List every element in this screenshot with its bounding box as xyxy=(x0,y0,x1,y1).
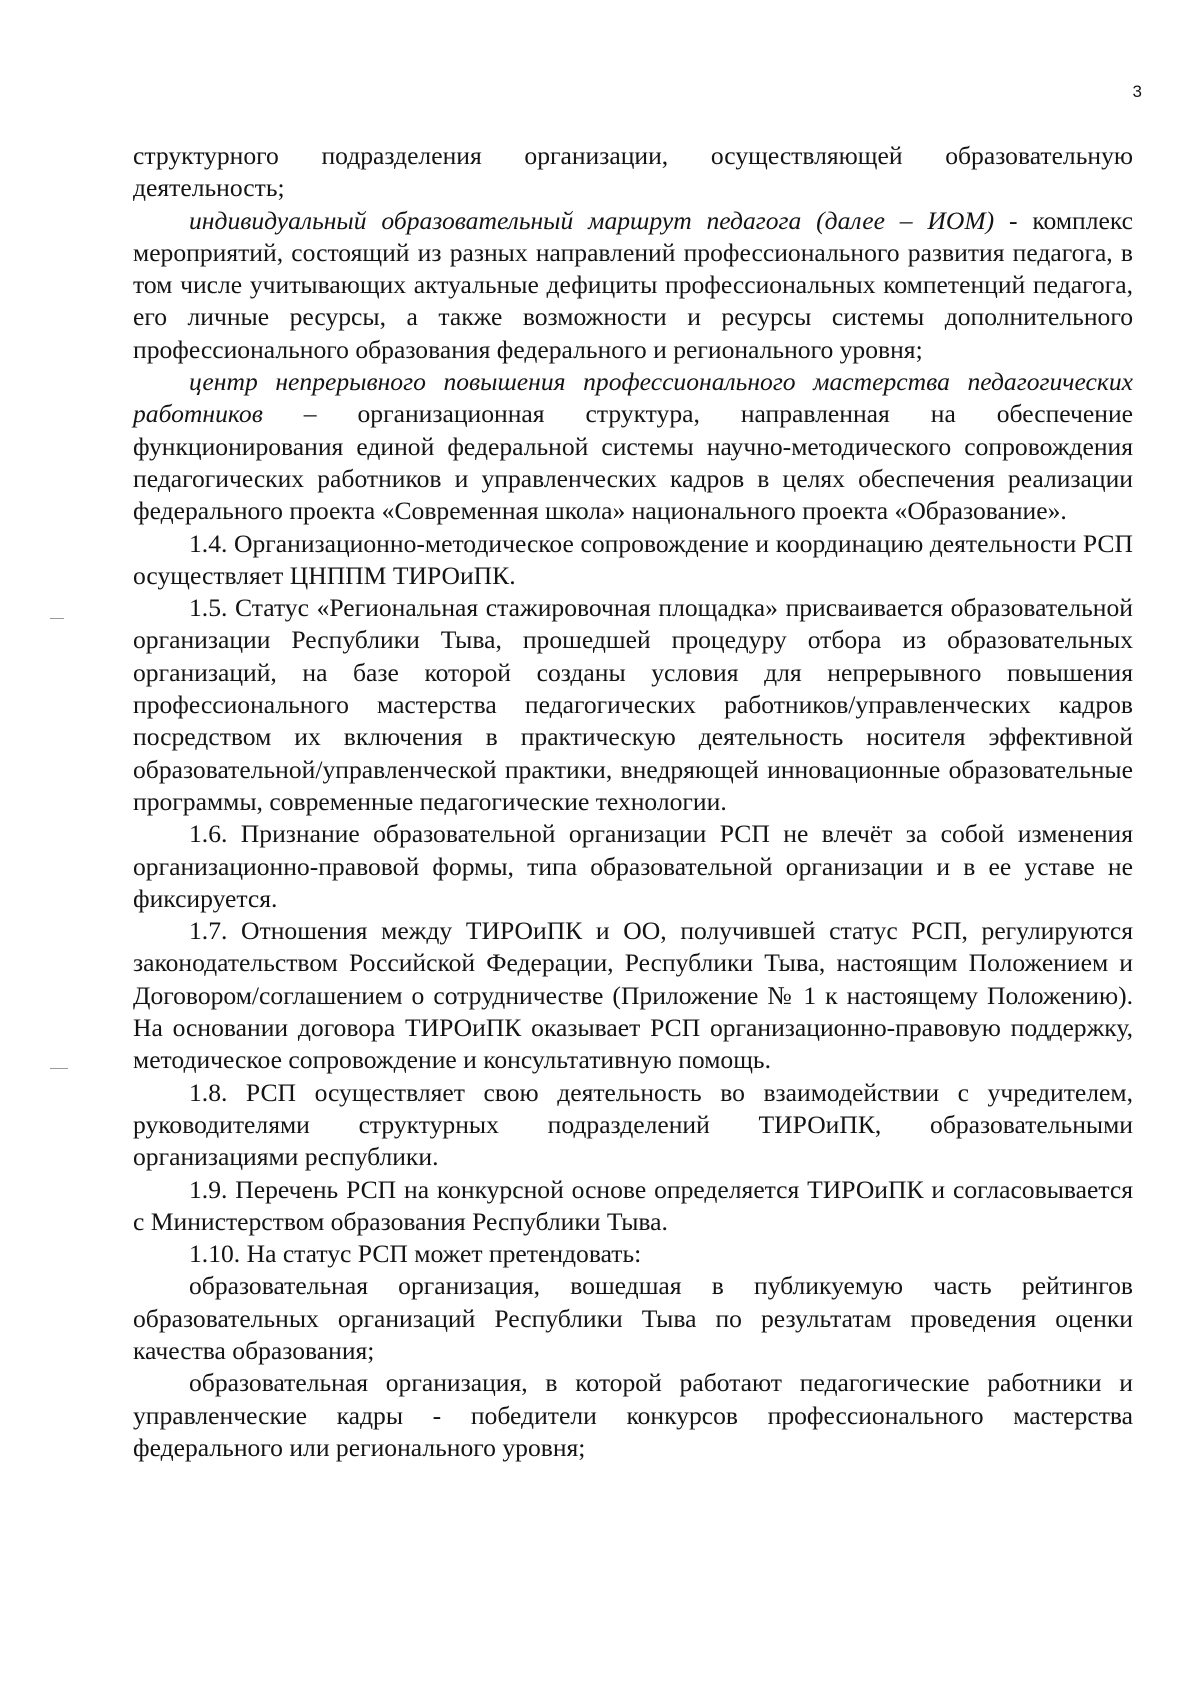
clause-1-5 xyxy=(133,592,1133,818)
clause-1-6 xyxy=(133,818,1133,915)
scan-artifact-mark xyxy=(50,1068,68,1069)
definition-text: – организационная структура, направленная на обеспечение функционирования единой федеральной системы научно-методического сопровождения педагогических работников и управленческих кадров в целях обеспечения реализации федерального проекта «Современная школа» национального проекта «Образование». xyxy=(133,399,1133,526)
list-item xyxy=(133,1367,1133,1464)
paragraph-text: 1.8. РСП осуществляет свою деятельность во взаимодействии с учредителем, руководителями структурных подразделений ТИРОиПК, образовательными организациями республики. xyxy=(133,1077,1133,1172)
document-body xyxy=(133,140,1133,1464)
definition-cnppm xyxy=(133,366,1133,527)
paragraph-text: 1.7. Отношения между ТИРОиПК и ОО, получившей статус РСП, регулируются законодательством Российской Федерации, Республики Тыва, настоящим Положением и Договором/соглашением о сотрудничестве (Приложение № 1 к настоящему Положению). На основании договора ТИРОиПК оказывает РСП организационно-правовую поддержку, методическое сопровождение и консультативную помощь. xyxy=(133,916,1133,1075)
definition-iom xyxy=(133,205,1133,366)
paragraph-text: образовательная организация, в которой работают педагогические работники и управленческие кадры - победители конкурсов профессионального мастерства федерального или регионального уровня; xyxy=(133,1368,1133,1462)
clause-1-9 xyxy=(133,1174,1133,1239)
clause-1-8 xyxy=(133,1077,1133,1174)
paragraph-continuation xyxy=(133,140,1133,205)
paragraph-text: 1.5. Статус «Региональная стажировочная площадка» присваивается образовательной организации Республики Тыва, прошедшей процедуру отбора из образовательных организаций, на базе которой созданы условия для непрерывного повышения профессионального мастерства педагогических работников/управленческих кадров посредством их включения в практическую деятельность носителя эффективной образовательной/управленческой практики, внедряющей инновационные образовательные программы, современные педагогические технологии. xyxy=(133,593,1133,816)
paragraph-text: образовательная организация, вошедшая в публикуемую часть рейтингов образовательных организаций Республики Тыва по результатам проведения оценки качества образования; xyxy=(133,1271,1133,1365)
paragraph-text: 1.4. Организационно-методическое сопровождение и координацию деятельности РСП осуществляет ЦНППМ ТИРОиПК. xyxy=(133,528,1133,590)
paragraph-text: 1.6. Признание образовательной организации РСП не влечёт за собой изменения организационно-правовой формы, типа образовательной организации и в ее уставе не фиксируется. xyxy=(133,819,1133,913)
paragraph-text: структурного подразделения организации, осуществляющей образовательную деятельность; xyxy=(133,141,1133,203)
clause-1-4 xyxy=(133,528,1133,593)
defined-term: индивидуальный образовательный маршрут педагога (далее – ИОМ) xyxy=(189,205,995,235)
clause-1-10 xyxy=(133,1238,1133,1270)
definition-text: - комплекс мероприятий, состоящий из разных направлений профессионального развития педагога, в том числе учитывающих актуальные дефициты профессиональных компетенций педагога, его личные ресурсы, а также возможности и ресурсы системы дополнительного профессионального образования федерального и регионального уровня; xyxy=(133,205,1133,364)
defined-term: центр непрерывного повышения профессионального мастерства педагогических работников xyxy=(133,367,1133,429)
list-item xyxy=(133,1270,1133,1367)
clause-1-7 xyxy=(133,915,1133,1076)
scan-artifact-mark xyxy=(50,618,64,619)
paragraph-text: 1.10. На статус РСП может претендовать: xyxy=(189,1239,642,1269)
paragraph-text: 1.9. Перечень РСП на конкурсной основе определяется ТИРОиПК и согласовывается с Министерством образования Республики Тыва. xyxy=(133,1174,1133,1236)
page-number: 3 xyxy=(1132,82,1142,101)
